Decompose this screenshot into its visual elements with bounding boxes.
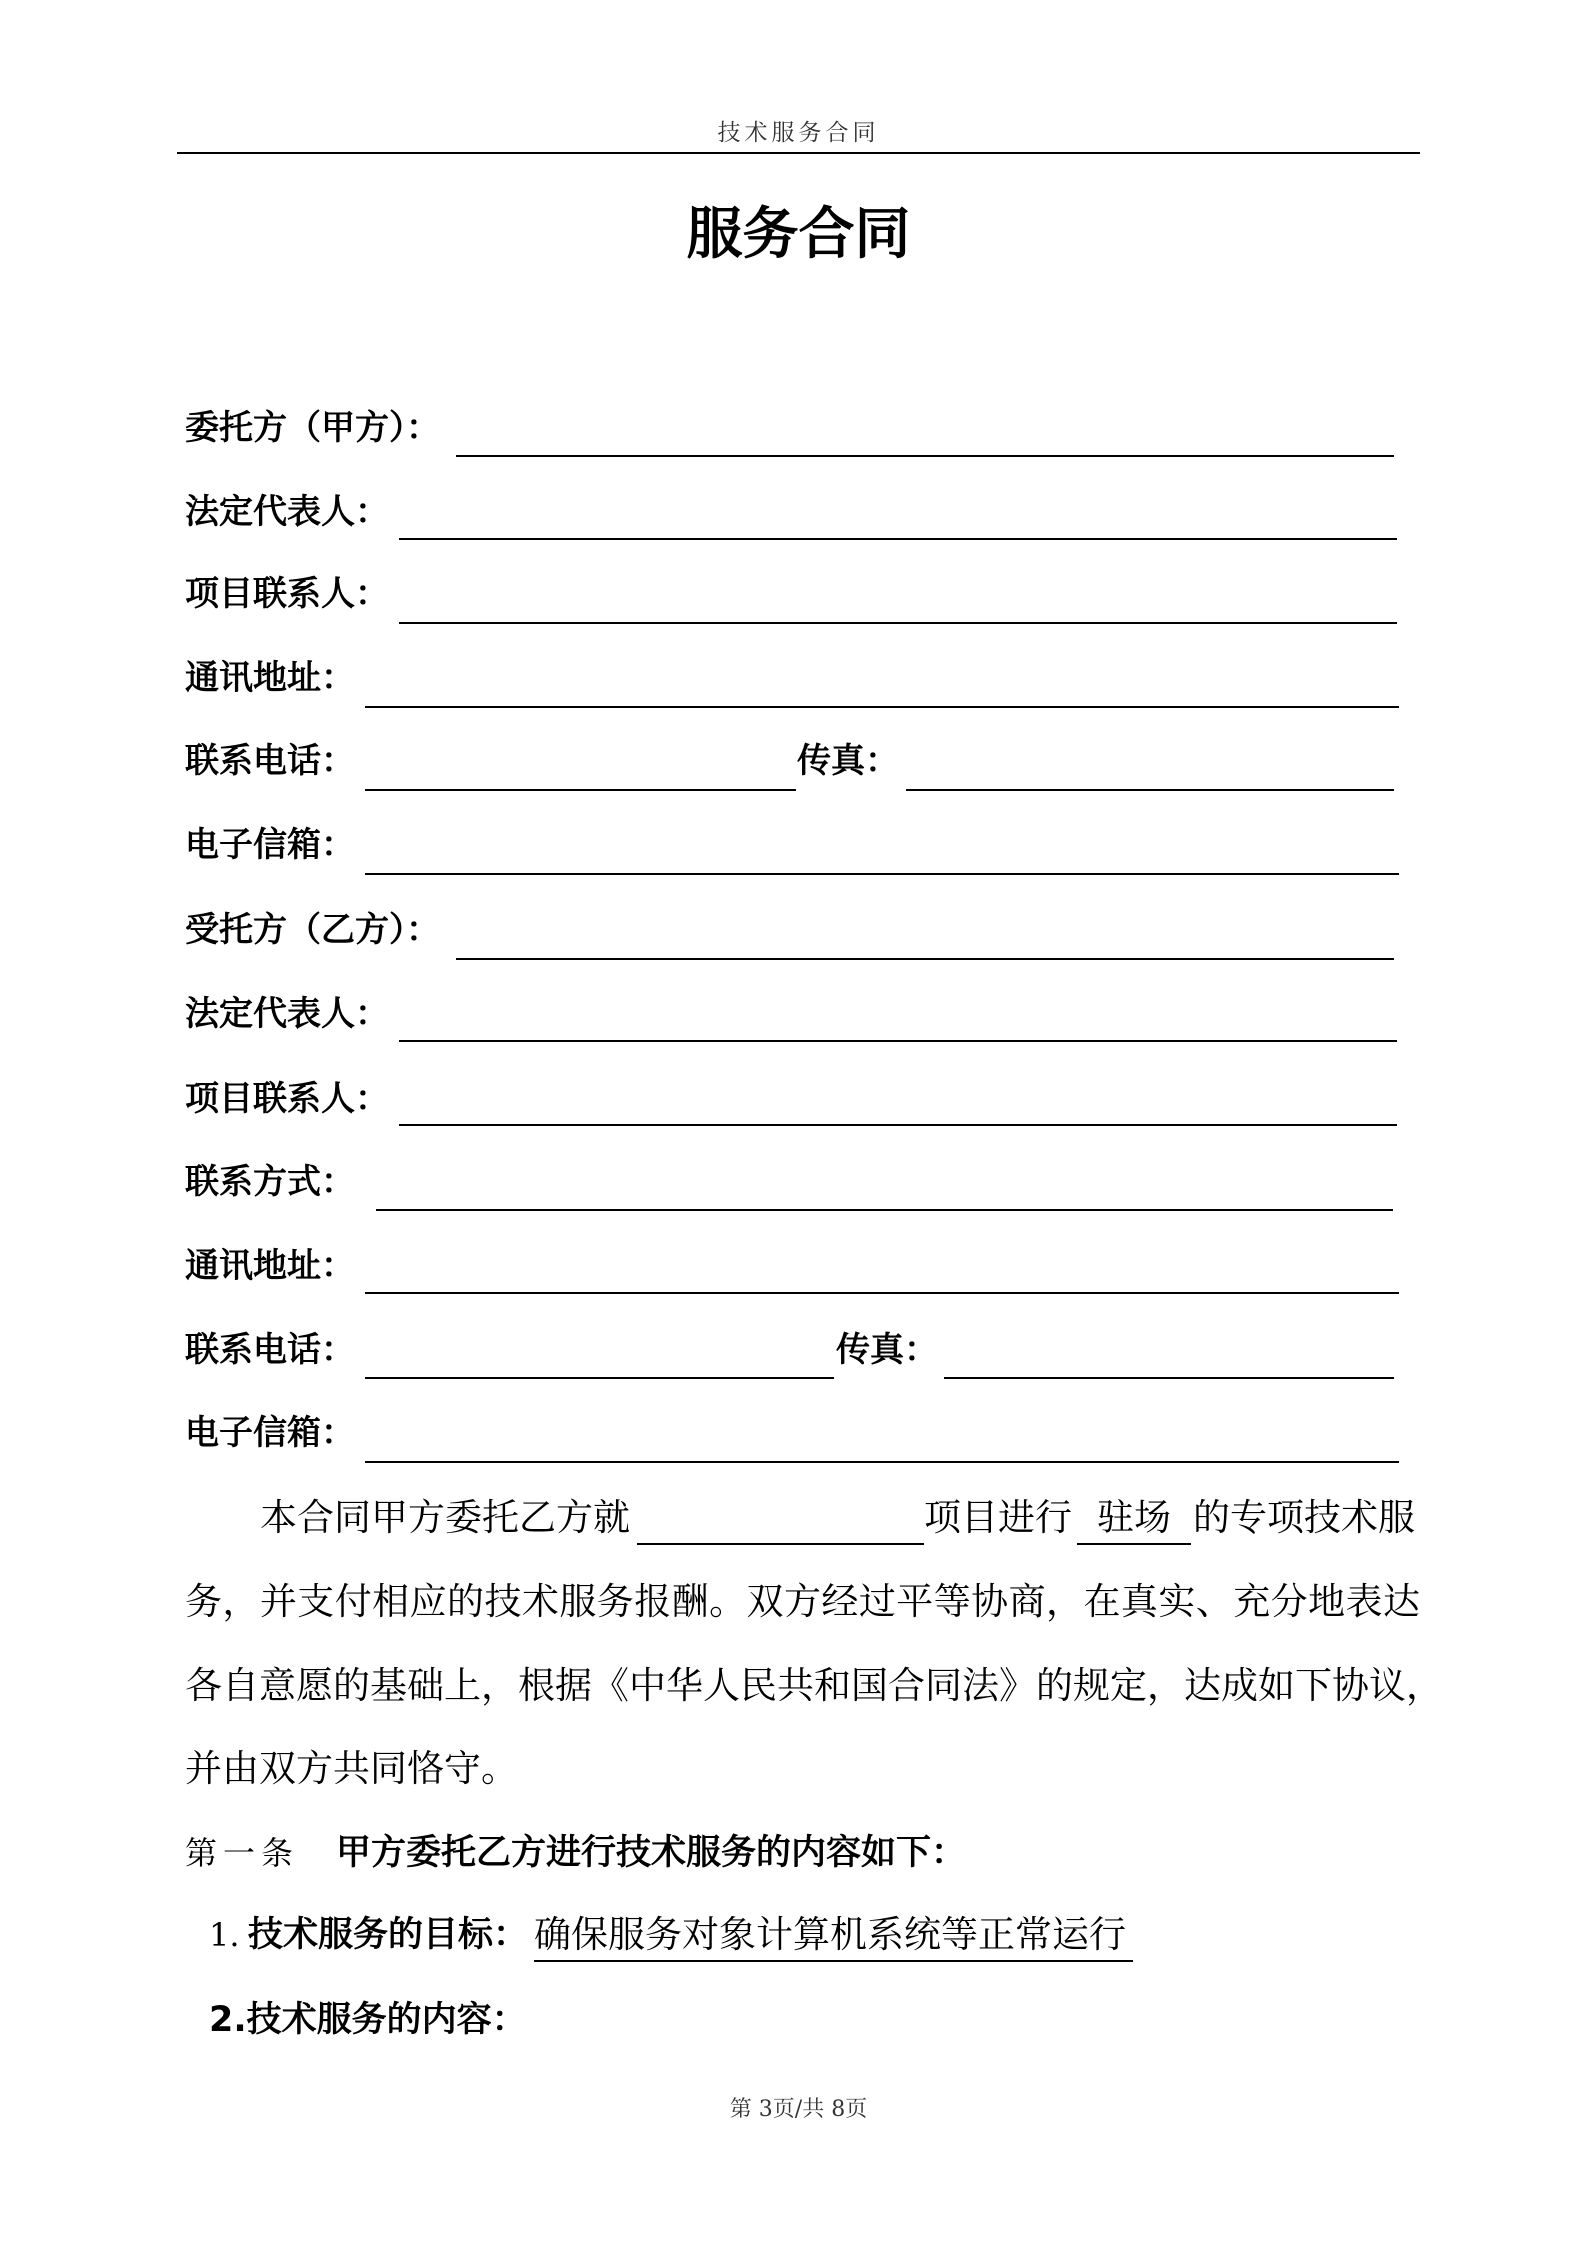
party-a-phone-label: 联系电话：	[185, 741, 355, 781]
intro-text-part3: 的专项技术服	[1193, 1496, 1415, 1539]
item1-label: 技术服务的目标：	[248, 1915, 529, 1955]
party-a-contact-person-blank	[399, 622, 1397, 624]
intro-line-2: 务，并支付相应的技术服务报酬。双方经过平等协商，在真实、充分地表达	[185, 1580, 1420, 1623]
document-title: 服务合同	[686, 202, 911, 267]
party-a-legal-rep-blank	[399, 538, 1397, 540]
project-name-blank	[637, 1543, 924, 1545]
party-b-email-label: 电子信箱：	[185, 1413, 355, 1453]
party-b-contact-person-label: 项目联系人：	[185, 1079, 389, 1119]
party-b-contact-method-label: 联系方式：	[185, 1162, 355, 1202]
intro-text-part2: 项目进行	[924, 1496, 1072, 1539]
article-heading: 甲方委托乙方进行技术服务的内容如下：	[336, 1833, 967, 1873]
intro-text-part1: 本合同甲方委托乙方就	[260, 1496, 630, 1539]
service-mode-value: 驻场	[1097, 1496, 1171, 1539]
party-a-email-label: 电子信箱：	[185, 825, 355, 865]
party-a-email-blank	[365, 873, 1399, 875]
party-b-legal-rep-label: 法定代表人：	[185, 994, 389, 1034]
party-b-fax-label: 传真：	[836, 1330, 938, 1370]
party-b-phone-blank	[365, 1377, 834, 1379]
party-b-contact-method-blank	[376, 1209, 1393, 1211]
item2-label: 2.技术服务的内容：	[209, 2000, 527, 2040]
party-b-label: 受托方（乙方）：	[185, 910, 440, 950]
party-b-contact-person-blank	[399, 1124, 1397, 1126]
party-a-fax-blank	[906, 789, 1394, 791]
party-a-phone-blank	[365, 789, 796, 791]
party-b-email-blank	[365, 1461, 1399, 1463]
party-b-address-blank	[365, 1292, 1399, 1294]
item1-value-underline	[534, 1960, 1133, 1962]
intro-line-4: 并由双方共同恪守。	[185, 1747, 518, 1790]
party-b-blank	[456, 958, 1394, 960]
party-b-fax-blank	[944, 1377, 1394, 1379]
party-a-address-label: 通讯地址：	[185, 658, 355, 698]
party-a-legal-rep-label: 法定代表人：	[185, 492, 389, 532]
item1-number: 1.	[209, 1916, 240, 1954]
running-header: 技术服务合同	[717, 120, 880, 146]
party-a-blank	[456, 455, 1394, 457]
party-a-address-blank	[365, 706, 1399, 708]
party-a-fax-label: 传真：	[797, 741, 899, 781]
party-b-address-label: 通讯地址：	[185, 1246, 355, 1286]
service-mode-underline	[1077, 1543, 1191, 1545]
party-a-label: 委托方（甲方）：	[185, 408, 440, 448]
header-rule	[177, 152, 1420, 154]
party-b-legal-rep-blank	[399, 1040, 1397, 1042]
party-a-contact-person-label: 项目联系人：	[185, 574, 389, 614]
article-number: 第一条	[185, 1834, 300, 1872]
party-b-phone-label: 联系电话：	[185, 1330, 355, 1370]
item1-value: 确保服务对象计算机系统等正常运行	[534, 1913, 1126, 1956]
page-number-footer: 第 3页/共 8页	[729, 2097, 868, 2122]
intro-line-3: 各自意愿的基础上，根据《中华人民共和国合同法》的规定，达成如下协议，	[185, 1664, 1443, 1707]
